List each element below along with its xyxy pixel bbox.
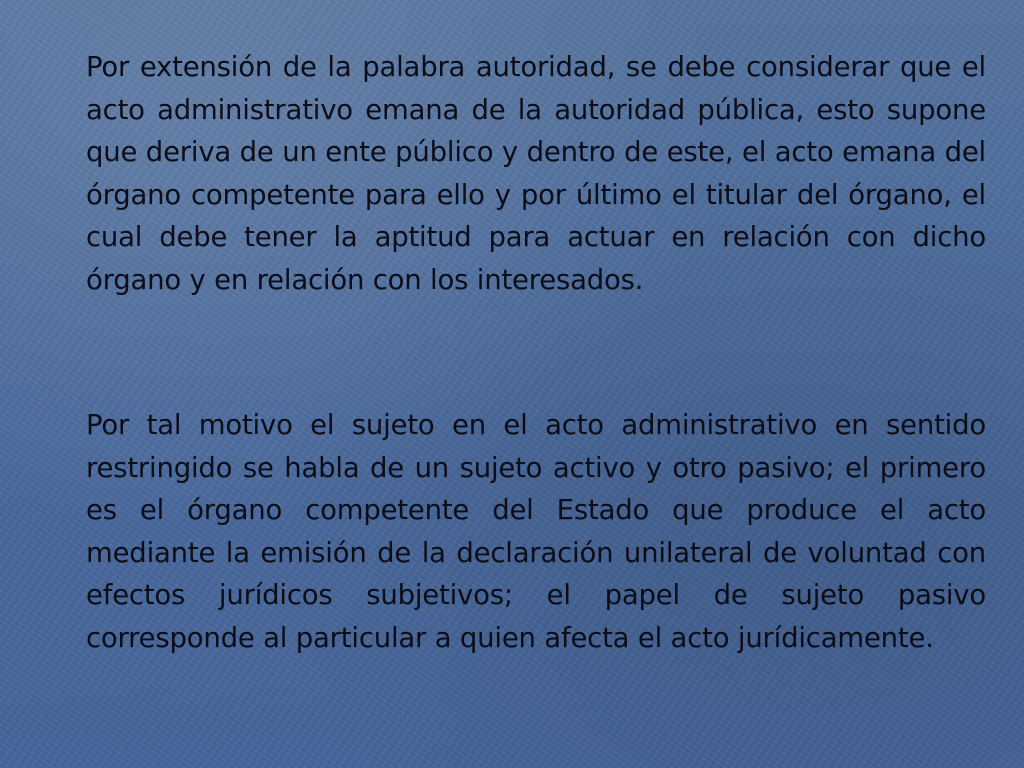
paragraph-autoridad: Por extensión de la palabra autoridad, se debe considerar que el acto administrativo emana de la autoridad pública, esto supone que deriva de un ente público y dentro de este, el acto emana del órgano competente para ello y por último el titular del órgano, el cual debe tener la aptitud para actuar en relación con dicho órgano y en relación con los interesados. xyxy=(86,51,986,296)
paragraph-sujeto: Por tal motivo el sujeto en el acto administrativo en sentido restringido se habla de un sujeto activo y otro pasivo; el primero es el órgano competente del Estado que produce el acto mediante la emisión de la declaración unilateral de voluntad con efectos jurídicos subjetivos; el papel de sujeto pasivo corresponde al particular a quien afecta el acto jurídicamente. xyxy=(86,409,986,654)
